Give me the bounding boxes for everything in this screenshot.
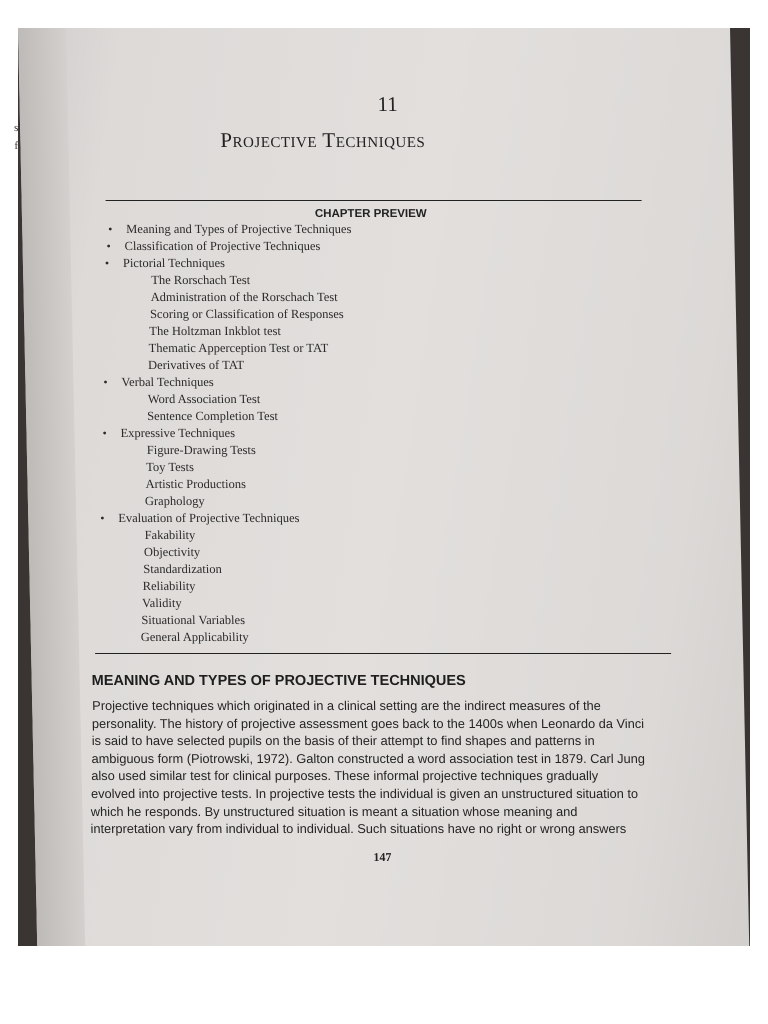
body-line: ambiguous form (Piotrowski, 1972). Galton constructed a word association test in 1879. Carl Jung bbox=[91, 750, 646, 766]
preview-subtopic: Fakability bbox=[144, 528, 196, 542]
preview-topic: • Verbal Techniques bbox=[121, 375, 214, 390]
preview-subtopic: Sentence Completion Test bbox=[146, 409, 279, 423]
chapter-title: Projective Techniques bbox=[220, 128, 426, 152]
body-line: Projective techniques which originated in a clinical setting are the indirect measures of the bbox=[92, 698, 601, 713]
body-line: is said to have selected pupils on the basis of their attempt to find shapes and patterns in bbox=[91, 733, 595, 749]
preview-topic: • Meaning and Types of Projective Techniques bbox=[126, 222, 351, 237]
preview-topic: • Evaluation of Projective Techniques bbox=[118, 511, 299, 526]
body-line: interpretation vary from individual to individual. Such situations have no right or wrong answers bbox=[90, 821, 627, 837]
preview-subtopic: Scoring or Classification of Responses bbox=[149, 307, 344, 321]
preview-subtopic: Derivatives of TAT bbox=[147, 358, 245, 372]
book-page bbox=[13, 28, 749, 946]
preview-subtopic: Figure-Drawing Tests bbox=[146, 443, 256, 457]
preview-subtopic: Administration of the Rorschach Test bbox=[150, 290, 338, 304]
preview-subtopic: Validity bbox=[141, 596, 182, 610]
chapter-preview-heading: CHAPTER PREVIEW bbox=[314, 208, 427, 220]
preview-subtopic: Word Association Test bbox=[147, 392, 261, 406]
previous-page-edge bbox=[18, 28, 85, 946]
margin-mark: f bbox=[14, 140, 19, 152]
book-photo bbox=[13, 28, 750, 946]
preview-subtopic: Graphology bbox=[144, 494, 205, 508]
preview-subtopic: Objectivity bbox=[143, 545, 201, 559]
preview-topic: • Expressive Techniques bbox=[120, 426, 235, 441]
top-rule bbox=[106, 200, 642, 201]
preview-topic: • Classification of Projective Techniques bbox=[124, 239, 320, 254]
preview-subtopic: The Holtzman Inkblot test bbox=[149, 324, 282, 338]
preview-subtopic: Standardization bbox=[143, 562, 222, 576]
chapter-number: 11 bbox=[377, 92, 398, 116]
preview-subtopic: Situational Variables bbox=[141, 613, 246, 627]
section-heading: MEANING AND TYPES OF PROJECTIVE TECHNIQUES bbox=[91, 673, 466, 689]
body-line: personality. The history of projective assessment goes back to the 1400s when Leonardo da Vinci bbox=[91, 715, 645, 731]
preview-subtopic: General Applicability bbox=[140, 630, 249, 644]
body-line: which he responds. By unstructured situation is meant a situation whose meaning and bbox=[90, 803, 578, 819]
preview-subtopic: Reliability bbox=[142, 579, 196, 593]
body-line: also used similar test for clinical purposes. These informal projective techniques gradually bbox=[91, 768, 599, 784]
preview-subtopic: The Rorschach Test bbox=[151, 273, 251, 287]
preview-subtopic: Artistic Productions bbox=[145, 477, 247, 491]
preview-subtopic: Toy Tests bbox=[146, 460, 195, 474]
margin-mark: s bbox=[13, 122, 19, 134]
page-number: 147 bbox=[373, 850, 392, 864]
bottom-rule bbox=[95, 653, 671, 654]
preview-subtopic: Thematic Apperception Test or TAT bbox=[148, 341, 329, 355]
preview-topic: • Pictorial Techniques bbox=[123, 256, 225, 271]
body-line: evolved into projective tests. In projective tests the individual is given an unstructured situation to bbox=[90, 786, 639, 801]
